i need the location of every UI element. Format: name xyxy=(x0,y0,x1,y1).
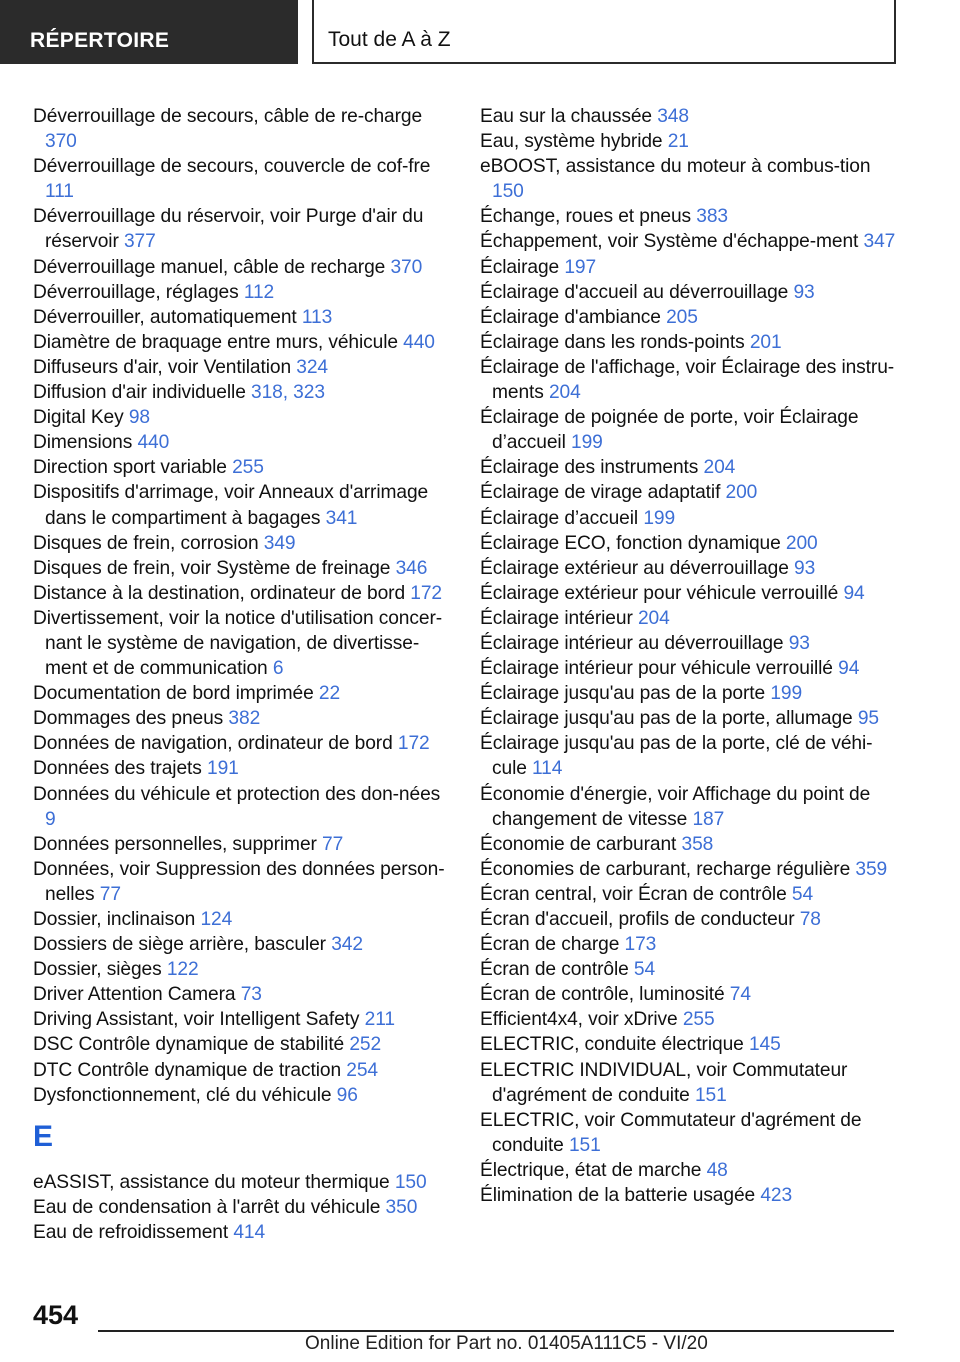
page-reference-link[interactable]: 21 xyxy=(667,131,689,153)
index-entry xyxy=(33,480,453,530)
page-reference-link[interactable]: 150 xyxy=(492,181,524,203)
index-entry xyxy=(480,229,900,254)
index-term: Dossier, inclinaison xyxy=(33,909,201,930)
page-reference-link[interactable]: 350 xyxy=(385,1196,418,1218)
index-term: Eau, système hybride xyxy=(480,131,668,153)
page-reference-link[interactable]: 382 xyxy=(228,708,261,730)
index-term: Éclairage extérieur au déverrouillage xyxy=(480,557,795,579)
index-term: Déverrouillage de secours, câble de re-charge xyxy=(33,106,423,127)
page-header xyxy=(0,0,960,68)
index-term: ELECTRIC, voir Commutateur d'agrément de conduite xyxy=(480,1109,862,1156)
page-reference-link[interactable]: 324 xyxy=(296,356,328,378)
index-term: Éclairage de virage adaptatif xyxy=(480,482,726,504)
index-entry xyxy=(480,1108,900,1158)
index-term: Efficient4x4, voir xDrive xyxy=(480,1009,683,1031)
index-entry xyxy=(33,1058,453,1083)
page-reference-link[interactable]: 204 xyxy=(703,457,736,479)
index-entry xyxy=(33,681,453,706)
index-entry xyxy=(480,1158,900,1183)
page-reference-link[interactable]: 173 xyxy=(624,934,657,956)
index-entry xyxy=(480,204,900,229)
index-entry xyxy=(33,606,453,681)
index-term: Éclairage intérieur pour véhicule verrouillé xyxy=(480,658,839,680)
page-reference-link[interactable]: 113 xyxy=(301,306,333,328)
index-term: Économie de carburant xyxy=(480,833,682,855)
index-entry xyxy=(33,556,453,581)
index-term: Déverrouillage de secours, couvercle de cof-fre xyxy=(33,156,431,178)
index-entry xyxy=(33,1083,453,1108)
index-entry xyxy=(33,154,453,204)
index-term: Direction sport variable xyxy=(33,457,233,479)
index-entry xyxy=(33,1007,453,1032)
index-term: Déverrouillage manuel, câble de recharge xyxy=(33,256,391,278)
index-term: Éclairage jusqu'au pas de la porte, clé de véhi-cule xyxy=(480,733,873,780)
page-reference-link[interactable]: 124 xyxy=(200,909,233,930)
index-entry xyxy=(480,982,900,1007)
index-term: Élimination de la batterie usagée xyxy=(480,1185,761,1207)
index-term: Dossiers de siège arrière, basculer xyxy=(33,934,332,956)
page-reference-link[interactable]: 187 xyxy=(692,808,725,830)
index-entry xyxy=(480,631,900,656)
index-term: Disques de frein, voir Système de freinage xyxy=(33,557,396,579)
page-reference-link[interactable]: 96 xyxy=(336,1084,358,1106)
page-reference-link[interactable]: 54 xyxy=(791,883,814,905)
page-reference-link[interactable]: 252 xyxy=(349,1034,382,1056)
index-entry xyxy=(480,480,900,505)
page-reference-link[interactable]: 150 xyxy=(394,1171,427,1193)
index-term: Déverrouiller, automatiquement xyxy=(33,306,302,328)
index-term: Électrique, état de marche xyxy=(480,1159,707,1181)
index-term: DTC Contrôle dynamique de traction xyxy=(33,1059,347,1081)
page-number: 454 xyxy=(33,1300,79,1330)
index-entry xyxy=(33,756,453,781)
index-entry xyxy=(33,305,453,330)
index-entry xyxy=(480,857,900,882)
page-reference-link[interactable]: 22 xyxy=(318,683,341,705)
page-reference-link[interactable]: 440 xyxy=(403,331,435,353)
index-term: Dimensions xyxy=(33,432,138,454)
index-entry xyxy=(33,1195,453,1220)
index-term: Éclairage intérieur xyxy=(480,607,638,629)
page-reference-link[interactable]: 370 xyxy=(45,131,77,153)
index-term: Éclairage intérieur au déverrouillage xyxy=(480,632,789,654)
index-term: eBOOST, assistance du moteur à combus-tion xyxy=(480,156,871,178)
index-entry xyxy=(33,1170,453,1195)
page-reference-link[interactable]: 423 xyxy=(760,1185,793,1207)
index-entry xyxy=(480,731,900,781)
page-reference-link[interactable]: 98 xyxy=(128,407,150,429)
index-entry xyxy=(480,832,900,857)
index-entry xyxy=(480,280,900,305)
index-entry xyxy=(480,1183,900,1208)
index-entry xyxy=(480,104,900,129)
index-term: Déverrouillage, réglages xyxy=(33,281,244,303)
page-reference-link[interactable]: 377 xyxy=(123,231,156,253)
index-term: Dispositifs d'arrimage, voir Anneaux d'arrimage dans le compartiment à bagages xyxy=(33,482,429,529)
page-reference-link[interactable]: 254 xyxy=(346,1059,378,1081)
index-term: Écran d'accueil, profils de conducteur xyxy=(480,909,800,930)
index-term: eASSIST, assistance du moteur thermique xyxy=(33,1171,395,1193)
index-term: DSC Contrôle dynamique de stabilité xyxy=(33,1034,350,1056)
index-entry xyxy=(33,380,453,405)
page-reference-link[interactable]: 370 xyxy=(390,256,423,278)
index-entry xyxy=(480,1032,900,1057)
page-reference-link[interactable]: 145 xyxy=(748,1034,781,1056)
index-term: Écran de contrôle xyxy=(480,959,634,981)
page-reference-link[interactable]: 6 xyxy=(272,658,284,680)
index-entry xyxy=(480,706,900,731)
section-letter: E xyxy=(33,1119,54,1153)
page-reference-link[interactable]: 200 xyxy=(785,532,818,554)
index-term: Éclairage des instruments xyxy=(480,457,704,479)
index-entry xyxy=(480,405,900,455)
index-term: Données, voir Suppression des données person-nelles xyxy=(33,858,445,905)
index-term: Divertissement, voir la notice d'utilisation concer-nant le système de navigation, de divertisse-ment et de communication xyxy=(33,607,443,680)
page-reference-link[interactable]: 73 xyxy=(240,984,262,1006)
footer-edition: Online Edition for Part no. 01405A111C5 - VI/20 xyxy=(305,1333,708,1354)
section-tab: RÉPERTOIRE xyxy=(0,0,298,64)
page-reference-link[interactable]: 255 xyxy=(232,457,264,479)
index-term: Éclairage d’accueil xyxy=(480,507,644,529)
page-reference-link[interactable]: 200 xyxy=(725,482,758,504)
index-term: Diamètre de braquage entre murs, véhicule xyxy=(33,331,404,353)
index-term: Éclairage de poignée de porte, voir Éclairage d’accueil xyxy=(480,407,859,454)
page-reference-link[interactable]: 359 xyxy=(855,858,888,880)
index-term: Données personnelles, supprimer xyxy=(33,833,323,855)
index-term: Économie d'énergie, voir Affichage du point de changement de vitesse xyxy=(480,783,871,830)
page-reference-link[interactable]: 111 xyxy=(45,181,74,203)
index-entry xyxy=(33,330,453,355)
page-reference-link[interactable]: 197 xyxy=(564,256,597,278)
index-entry xyxy=(33,782,453,832)
index-entry xyxy=(33,982,453,1007)
page-reference-link[interactable]: 201 xyxy=(749,331,782,353)
page-reference-link[interactable]: 77 xyxy=(99,883,121,905)
index-entry xyxy=(33,957,453,982)
index-term: Eau de refroidissement xyxy=(33,1221,234,1243)
index-term: Éclairage d'accueil au déverrouillage xyxy=(480,281,794,303)
index-entry xyxy=(480,556,900,581)
index-entry xyxy=(480,882,900,907)
index-term: Déverrouillage du réservoir, voir Purge d'air du réservoir xyxy=(33,206,424,253)
index-entry xyxy=(33,455,453,480)
index-entry xyxy=(480,455,900,480)
index-entry xyxy=(33,355,453,380)
index-entry xyxy=(33,104,453,154)
index-entry xyxy=(33,204,453,254)
index-term: Données des trajets xyxy=(33,758,207,780)
page-reference-link[interactable]: 151 xyxy=(568,1134,601,1156)
page-reference-link[interactable]: 440 xyxy=(137,432,170,454)
page-reference-link[interactable]: 122 xyxy=(166,959,199,981)
index-term: Digital Key xyxy=(33,407,129,429)
index-term: Documentation de bord imprimée xyxy=(33,683,319,705)
page-reference-link[interactable]: 54 xyxy=(633,959,656,981)
page-reference-link[interactable]: 204 xyxy=(637,607,670,629)
index-term: Eau de condensation à l'arrêt du véhicule xyxy=(33,1196,386,1218)
index-term: ELECTRIC, conduite électrique xyxy=(480,1034,749,1056)
index-entry xyxy=(33,832,453,857)
index-term: Éclairage ECO, fonction dynamique xyxy=(480,532,786,554)
index-term: Dommages des pneus xyxy=(33,708,229,730)
index-entry xyxy=(480,154,900,204)
index-entry xyxy=(33,280,453,305)
index-entry xyxy=(33,1032,453,1057)
index-term: Écran de charge xyxy=(480,934,625,956)
page-reference-link[interactable]: 77 xyxy=(322,833,344,855)
index-term: Diffuseurs d'air, voir Ventilation xyxy=(33,356,297,378)
page-reference-link[interactable]: 348 xyxy=(657,106,689,127)
page-reference-link[interactable]: 199 xyxy=(643,507,676,529)
index-entry xyxy=(33,255,453,280)
page-reference-link[interactable]: 341 xyxy=(325,507,358,529)
page-reference-link[interactable]: 358 xyxy=(681,833,714,855)
index-term: Éclairage d'ambiance xyxy=(480,306,667,328)
index-term: Éclairage extérieur pour véhicule verrouillé xyxy=(480,582,844,604)
index-term: Écran de contrôle, luminosité xyxy=(480,984,730,1006)
page-reference-link[interactable]: 191 xyxy=(207,758,239,780)
page-reference-link[interactable]: 95 xyxy=(857,708,879,730)
index-entry xyxy=(480,907,900,932)
index-entry xyxy=(480,581,900,606)
index-term: Éclairage dans les ronds-points xyxy=(480,331,750,353)
index-term: Échappement, voir Système d'échappe-ment xyxy=(480,231,864,253)
index-entry xyxy=(33,581,453,606)
page-reference-link[interactable]: 172 xyxy=(410,582,442,604)
index-entry xyxy=(480,1007,900,1032)
page-reference-link[interactable]: 93 xyxy=(794,557,816,579)
page-reference-link[interactable]: 199 xyxy=(770,683,803,705)
index-entry xyxy=(33,430,453,455)
index-term: Distance à la destination, ordinateur de bord xyxy=(33,582,411,604)
index-entry xyxy=(480,932,900,957)
page-reference-link[interactable]: 205 xyxy=(666,306,698,328)
index-entry xyxy=(480,305,900,330)
index-term: Écran central, voir Écran de contrôle xyxy=(480,883,792,905)
index-term: Dossier, sièges xyxy=(33,959,167,981)
index-column-right xyxy=(480,104,900,1208)
index-term: Diffusion d'air individuelle xyxy=(33,382,251,404)
index-term: Éclairage de l'affichage, voir Éclairage des instru-ments xyxy=(480,356,895,404)
section-subtitle: Tout de A à Z xyxy=(312,0,896,64)
page-reference-link[interactable]: 94 xyxy=(838,658,860,680)
page-reference-link[interactable]: 9 xyxy=(45,808,56,830)
page-reference-link[interactable]: 94 xyxy=(843,582,865,604)
page-reference-link[interactable]: 93 xyxy=(793,281,815,303)
page-reference-link[interactable]: 211 xyxy=(364,1009,395,1031)
index-entry xyxy=(33,907,453,932)
index-term: Données de navigation, ordinateur de bord xyxy=(33,733,398,755)
page-reference-link[interactable]: 78 xyxy=(799,909,821,930)
index-entry xyxy=(480,255,900,280)
index-term: Éclairage jusqu'au pas de la porte xyxy=(480,683,771,705)
index-term: Disques de frein, corrosion xyxy=(33,532,264,554)
index-column-left xyxy=(33,104,453,1245)
page-reference-link[interactable]: 255 xyxy=(682,1009,715,1031)
footer-divider xyxy=(98,1330,894,1332)
page-reference-link[interactable]: 114 xyxy=(532,758,563,780)
page-reference-link[interactable]: 383 xyxy=(696,206,728,228)
page-reference-link[interactable]: 172 xyxy=(397,733,430,755)
index-term: Éclairage jusqu'au pas de la porte, allumage xyxy=(480,708,858,730)
page-reference-link[interactable]: 346 xyxy=(395,557,428,579)
index-entry xyxy=(33,405,453,430)
index-entry xyxy=(480,355,900,405)
index-entry xyxy=(480,1058,900,1108)
page-reference-link[interactable]: 48 xyxy=(706,1159,728,1181)
page-reference-link[interactable]: 414 xyxy=(233,1221,266,1243)
index-term: Driver Attention Camera xyxy=(33,984,241,1006)
index-entry xyxy=(480,129,900,154)
index-entry xyxy=(33,706,453,731)
index-term: Échange, roues et pneus xyxy=(480,206,697,228)
index-term: ELECTRIC INDIVIDUAL, voir Commutateur d'agrément de conduite xyxy=(480,1059,848,1106)
page-reference-link[interactable]: 199 xyxy=(571,432,603,454)
page-reference-link[interactable]: 151 xyxy=(694,1084,727,1106)
index-term: Éclairage xyxy=(480,256,565,278)
page-reference-link[interactable]: 93 xyxy=(788,632,810,654)
index-entry xyxy=(480,957,900,982)
index-entry xyxy=(480,782,900,832)
index-entry xyxy=(33,1220,453,1245)
index-entry xyxy=(480,656,900,681)
index-entry xyxy=(480,606,900,631)
index-term: Eau sur la chaussée xyxy=(480,106,658,127)
index-term: Driving Assistant, voir Intelligent Safety xyxy=(33,1009,365,1031)
index-entry xyxy=(480,681,900,706)
page-reference-link[interactable]: 349 xyxy=(263,532,296,554)
index-term: Économies de carburant, recharge régulière xyxy=(480,858,856,880)
index-entry xyxy=(33,932,453,957)
index-term: Données du véhicule et protection des don-nées xyxy=(33,783,441,805)
page-reference-link[interactable]: 342 xyxy=(331,934,363,956)
page-reference-link[interactable]: 347 xyxy=(863,231,896,253)
index-entry xyxy=(33,731,453,756)
index-entry xyxy=(480,506,900,531)
page-reference-link[interactable]: 204 xyxy=(548,382,581,404)
page-reference-link[interactable]: 112 xyxy=(243,281,275,303)
page-reference-link[interactable]: 74 xyxy=(729,984,751,1006)
index-entry xyxy=(33,857,453,907)
index-term: Dysfonctionnement, clé du véhicule xyxy=(33,1084,337,1106)
page-reference-link[interactable]: 318, 323 xyxy=(251,382,325,404)
index-entry xyxy=(480,531,900,556)
index-entry xyxy=(33,531,453,556)
index-entry xyxy=(480,330,900,355)
